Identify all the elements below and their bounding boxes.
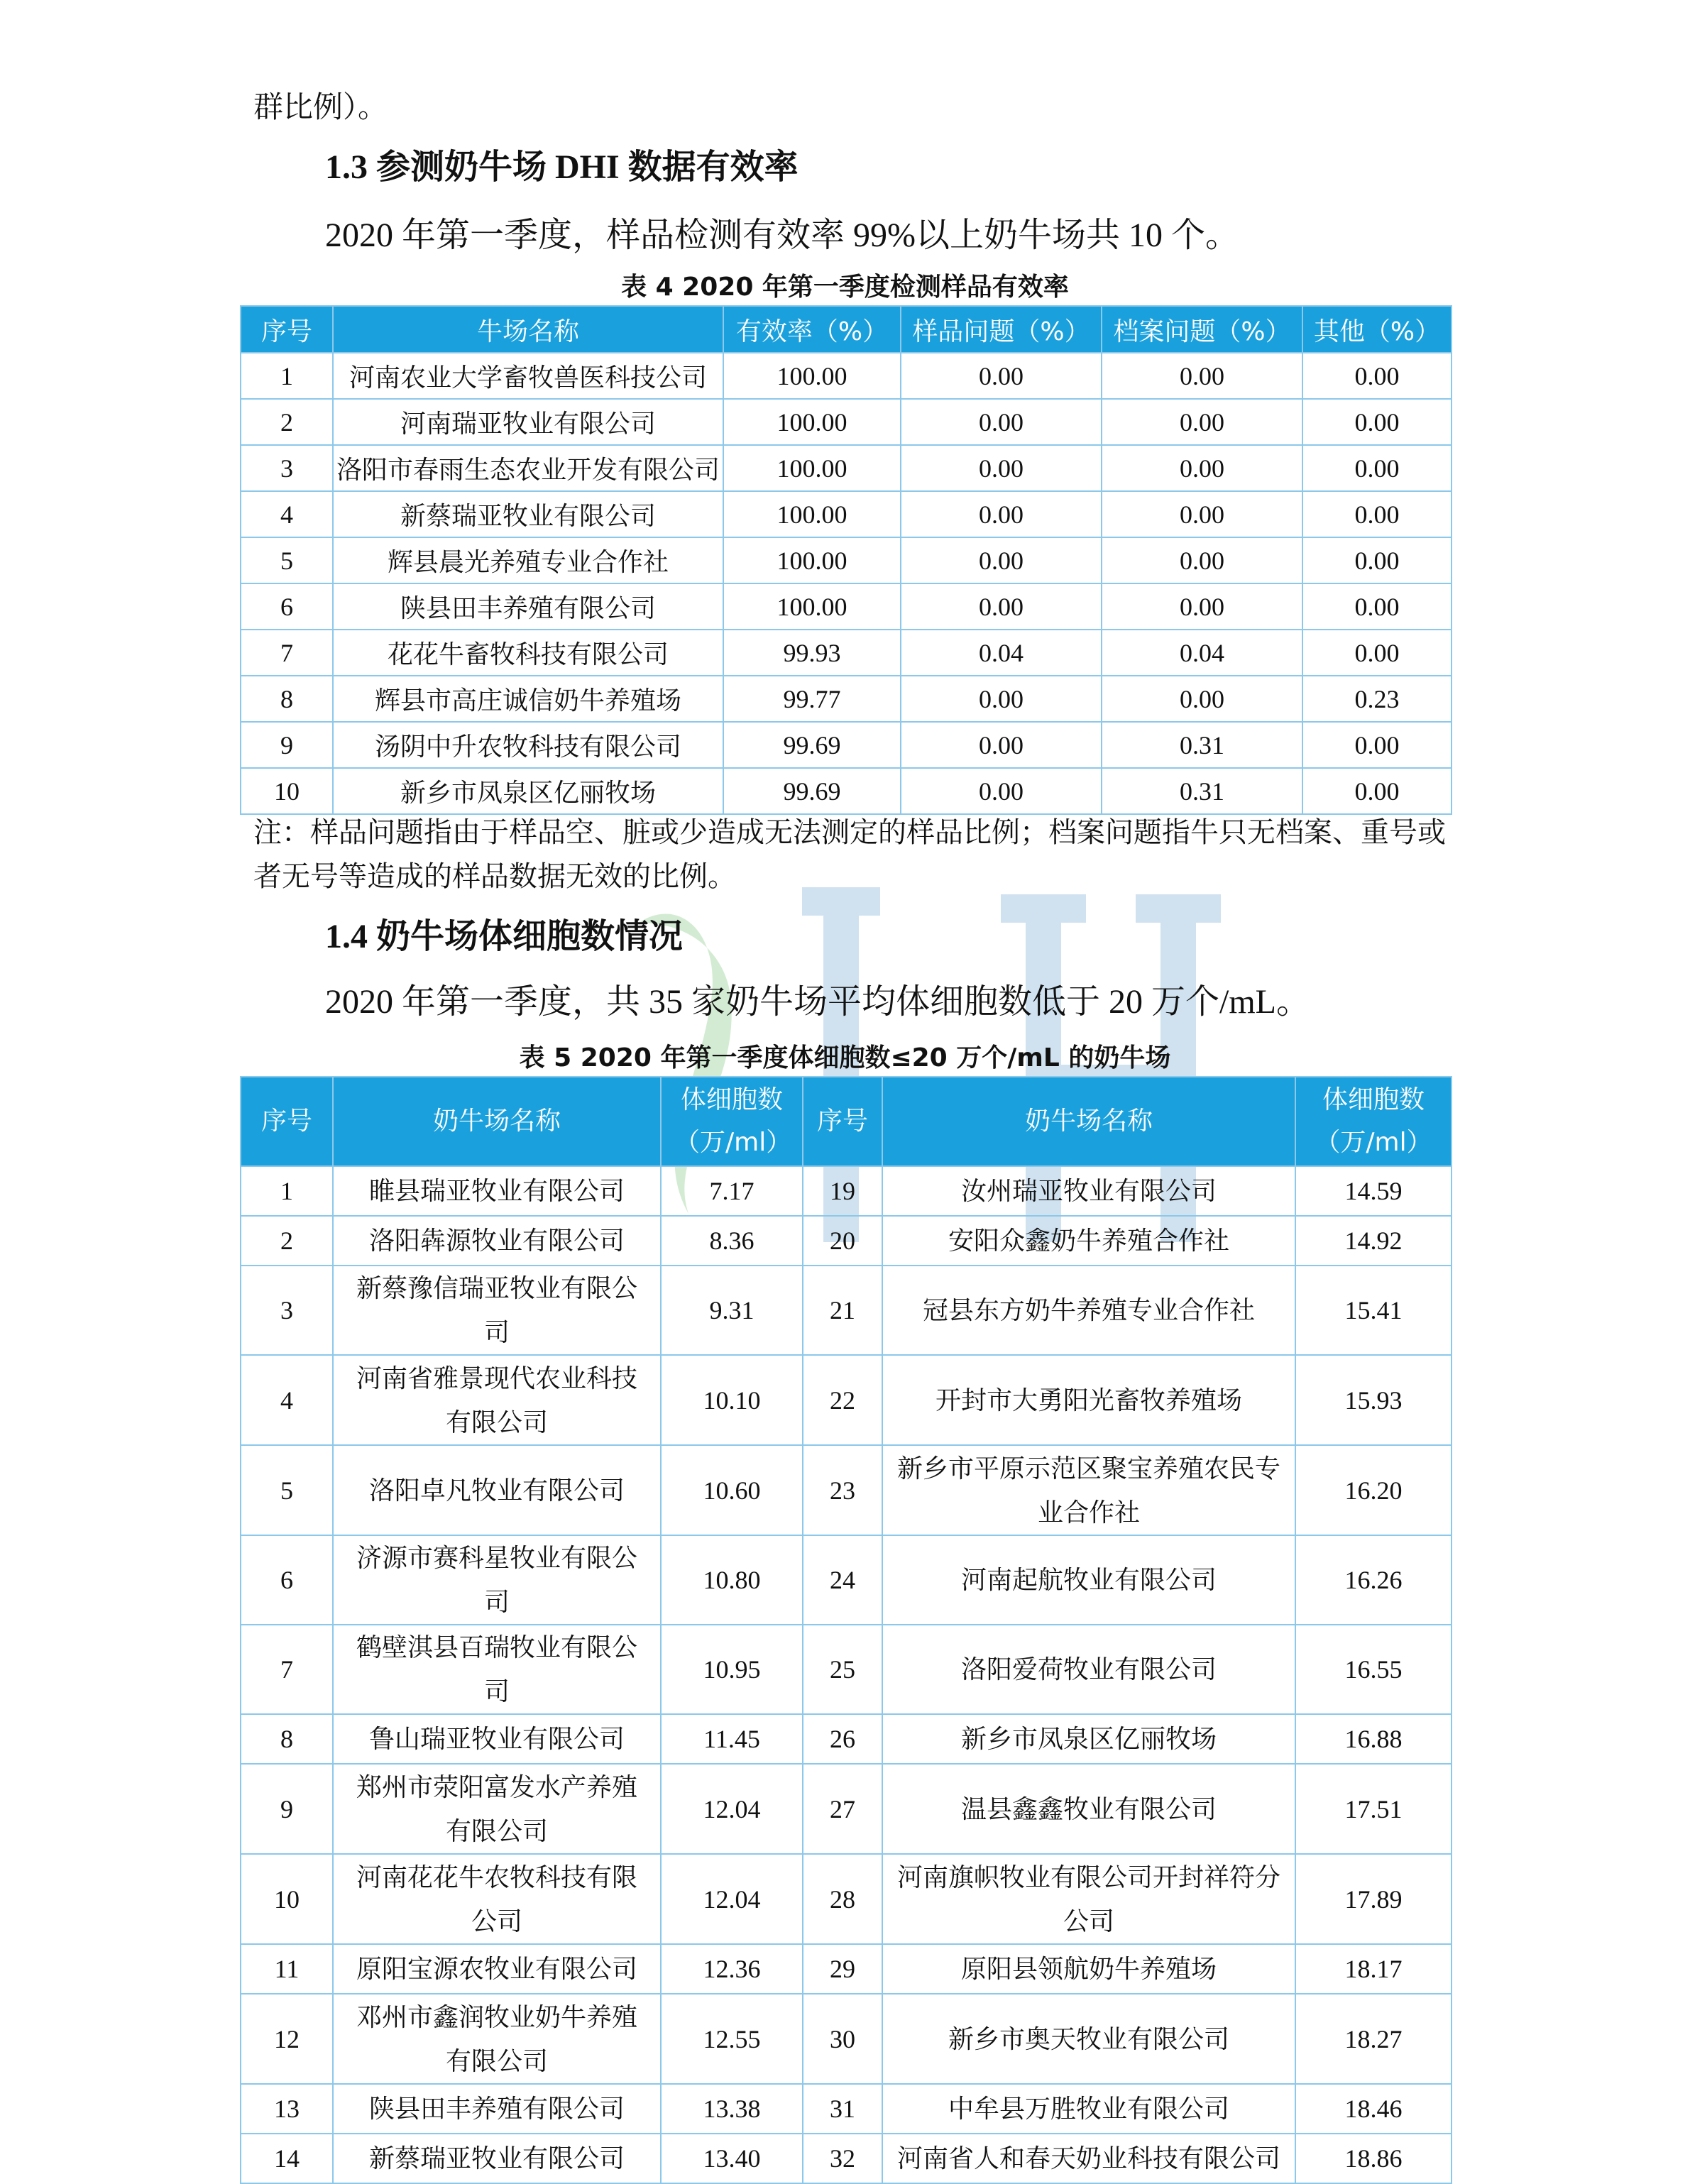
- table-cell: 12.04: [661, 1854, 803, 1944]
- table-cell: 洛阳市春雨生态农业开发有限公司: [333, 445, 723, 491]
- table-cell: 0.00: [1302, 583, 1452, 630]
- table-cell: 32: [803, 2134, 882, 2183]
- header-cell: 其他（%）: [1302, 306, 1452, 353]
- table-cell: 冠县东方奶牛养殖专业合作社: [882, 1266, 1295, 1355]
- table-cell: 0.00: [1302, 399, 1452, 445]
- table-cell: 0.00: [1302, 722, 1452, 768]
- table-cell: 10.80: [661, 1535, 803, 1625]
- table-cell: 10.60: [661, 1445, 803, 1535]
- table-cell: 河南起航牧业有限公司: [882, 1535, 1295, 1625]
- table-row: [241, 1355, 1452, 1445]
- table-cell: 99.69: [723, 722, 901, 768]
- table-cell: 洛阳爱荷牧业有限公司: [882, 1625, 1295, 1714]
- table-cell: 河南省雅景现代农业科技有限公司: [333, 1355, 661, 1445]
- table-cell: 7: [241, 630, 333, 676]
- table-cell: 0.00: [901, 768, 1102, 814]
- table-cell: 18.46: [1295, 2084, 1452, 2134]
- table-cell: 10.10: [661, 1355, 803, 1445]
- table-row: [241, 1944, 1452, 1994]
- table-row: [241, 537, 1452, 583]
- table-cell: 0.00: [1102, 353, 1302, 399]
- table-cell: 睢县瑞亚牧业有限公司: [333, 1166, 661, 1216]
- table-cell: 15.41: [1295, 1266, 1452, 1355]
- table-cell: 0.04: [901, 630, 1102, 676]
- table-cell: 陕县田丰养殖有限公司: [333, 2084, 661, 2134]
- table-row: [241, 1535, 1452, 1625]
- table-cell: 0.00: [1102, 399, 1302, 445]
- table-header-row: [241, 306, 1452, 353]
- header-cell: 奶牛场名称: [882, 1077, 1295, 1166]
- table-row: [241, 1764, 1452, 1854]
- table-cell: 新蔡瑞亚牧业有限公司: [333, 2134, 661, 2183]
- table-5-somatic-cells: [240, 1076, 1452, 2184]
- table-cell: 新乡市平原示范区聚宝养殖农民专业合作社: [882, 1445, 1295, 1535]
- table-cell: 10: [241, 768, 333, 814]
- table-4-validity: [240, 305, 1452, 815]
- table-cell: 0.00: [901, 399, 1102, 445]
- table-header-row: [241, 1077, 1452, 1166]
- table-cell: 14: [241, 2134, 333, 2183]
- table-cell: 12.55: [661, 1994, 803, 2084]
- table-cell: 0.00: [901, 722, 1102, 768]
- table-cell: 7.17: [661, 1166, 803, 1216]
- table-cell: 0.00: [1102, 583, 1302, 630]
- table-cell: 辉县晨光养殖专业合作社: [333, 537, 723, 583]
- table-cell: 洛阳犇源牧业有限公司: [333, 1216, 661, 1266]
- table-row: [241, 1166, 1452, 1216]
- table-cell: 辉县市高庄诚信奶牛养殖场: [333, 676, 723, 722]
- table-cell: 31: [803, 2084, 882, 2134]
- table-cell: 4: [241, 1355, 333, 1445]
- section-paragraph-1-3: 2020 年第一季度，样品检测有效率 99%以上奶牛场共 10 个。: [325, 216, 1239, 254]
- table-cell: 0.00: [901, 537, 1102, 583]
- table-row: [241, 768, 1452, 814]
- table-cell: 0.00: [1302, 537, 1452, 583]
- table-cell: 0.00: [1102, 445, 1302, 491]
- table-cell: 河南花花牛农牧科技有限公司: [333, 1854, 661, 1944]
- table-cell: 河南旗帜牧业有限公司开封祥符分公司: [882, 1854, 1295, 1944]
- header-cell: 档案问题（%）: [1102, 306, 1302, 353]
- table-cell: 5: [241, 537, 333, 583]
- table-row: [241, 1445, 1452, 1535]
- table-cell: 0.23: [1302, 676, 1452, 722]
- table-cell: 新乡市奥天牧业有限公司: [882, 1994, 1295, 2084]
- header-cell: 有效率（%）: [723, 306, 901, 353]
- header-cell: 样品问题（%）: [901, 306, 1102, 353]
- table-cell: 8: [241, 1714, 333, 1764]
- table-cell: 新蔡豫信瑞亚牧业有限公司: [333, 1266, 661, 1355]
- table-cell: 11.45: [661, 1714, 803, 1764]
- table-cell: 0.00: [901, 353, 1102, 399]
- table-cell: 9: [241, 722, 333, 768]
- table-cell: 河南省人和春天奶业科技有限公司: [882, 2134, 1295, 2183]
- header-cell: 牛场名称: [333, 306, 723, 353]
- table-cell: 16.55: [1295, 1625, 1452, 1714]
- table-cell: 花花牛畜牧科技有限公司: [333, 630, 723, 676]
- table-cell: 0.00: [1302, 630, 1452, 676]
- table-row: [241, 583, 1452, 630]
- table-cell: 10: [241, 1854, 333, 1944]
- table-cell: 99.69: [723, 768, 901, 814]
- table-cell: 3: [241, 445, 333, 491]
- table-cell: 郑州市荥阳富发水产养殖有限公司: [333, 1764, 661, 1854]
- table-cell: 8: [241, 676, 333, 722]
- table-5-caption: 表 5 2020 年第一季度体细胞数≤20 万个/mL 的奶牛场: [519, 1043, 1171, 1072]
- table-cell: 济源市赛科星牧业有限公司: [333, 1535, 661, 1625]
- table-row: [241, 1266, 1452, 1355]
- table-cell: 100.00: [723, 445, 901, 491]
- table-cell: 新蔡瑞亚牧业有限公司: [333, 491, 723, 537]
- table-cell: 24: [803, 1535, 882, 1625]
- intro-tail-text: 群比例）。: [253, 92, 388, 124]
- table-cell: 0.31: [1102, 722, 1302, 768]
- table-cell: 0.00: [1302, 491, 1452, 537]
- table-cell: 2: [241, 399, 333, 445]
- table-cell: 原阳宝源农牧业有限公司: [333, 1944, 661, 1994]
- table-row: [241, 399, 1452, 445]
- table-4-caption: 表 4 2020 年第一季度检测样品有效率: [621, 273, 1069, 302]
- table-cell: 12.36: [661, 1944, 803, 1994]
- table-cell: 20: [803, 1216, 882, 1266]
- table-cell: 26: [803, 1714, 882, 1764]
- table-cell: 0.00: [901, 583, 1102, 630]
- table-cell: 鲁山瑞亚牧业有限公司: [333, 1714, 661, 1764]
- table-cell: 6: [241, 583, 333, 630]
- table-cell: 鹤壁淇县百瑞牧业有限公司: [333, 1625, 661, 1714]
- table-cell: 0.00: [901, 676, 1102, 722]
- table-cell: 17.89: [1295, 1854, 1452, 1944]
- table-cell: 100.00: [723, 353, 901, 399]
- table-row: [241, 2084, 1452, 2134]
- table-cell: 陕县田丰养殖有限公司: [333, 583, 723, 630]
- header-cell: 序号: [241, 1077, 333, 1166]
- table-cell: 7: [241, 1625, 333, 1714]
- table-cell: 29: [803, 1944, 882, 1994]
- table-row: [241, 1714, 1452, 1764]
- table-cell: 21: [803, 1266, 882, 1355]
- table-4-note: 注：样品问题指由于样品空、脏或少造成无法测定的样品比例；档案问题指牛只无档案、重号或者无号等造成的样品数据无效的比例。: [253, 816, 1446, 892]
- table-cell: 6: [241, 1535, 333, 1625]
- table-row: [241, 491, 1452, 537]
- table-cell: 0.00: [1302, 445, 1452, 491]
- table-row: [241, 1854, 1452, 1944]
- table-cell: 28: [803, 1854, 882, 1944]
- table-cell: 新乡市凤泉区亿丽牧场: [333, 768, 723, 814]
- table-cell: 14.59: [1295, 1166, 1452, 1216]
- header-cell: 奶牛场名称: [333, 1077, 661, 1166]
- table-cell: 16.20: [1295, 1445, 1452, 1535]
- table-cell: 18.27: [1295, 1994, 1452, 2084]
- table-cell: 3: [241, 1266, 333, 1355]
- section-paragraph-1-4: 2020 年第一季度，共 35 家奶牛场平均体细胞数低于 20 万个/mL。: [325, 983, 1310, 1021]
- table-cell: 13: [241, 2084, 333, 2134]
- table-cell: 30: [803, 1994, 882, 2084]
- table-cell: 原阳县领航奶牛养殖场: [882, 1944, 1295, 1994]
- table-cell: 洛阳卓凡牧业有限公司: [333, 1445, 661, 1535]
- table-cell: 9: [241, 1764, 333, 1854]
- section-heading-1-4: 1.4 奶牛场体细胞数情况: [325, 918, 684, 955]
- header-cell: 序号: [241, 306, 333, 353]
- table-cell: 19: [803, 1166, 882, 1216]
- table-cell: 河南瑞亚牧业有限公司: [333, 399, 723, 445]
- table-cell: 18.17: [1295, 1944, 1452, 1994]
- table-cell: 14.92: [1295, 1216, 1452, 1266]
- table-cell: 100.00: [723, 491, 901, 537]
- table-cell: 河南农业大学畜牧兽医科技公司: [333, 353, 723, 399]
- table-cell: 15.93: [1295, 1355, 1452, 1445]
- table-row: [241, 1625, 1452, 1714]
- table-cell: 10.95: [661, 1625, 803, 1714]
- header-cell: 体细胞数（万/ml）: [661, 1077, 803, 1166]
- table-cell: 汝州瑞亚牧业有限公司: [882, 1166, 1295, 1216]
- table-cell: 0.00: [901, 445, 1102, 491]
- table-cell: 2: [241, 1216, 333, 1266]
- table-cell: 中牟县万胜牧业有限公司: [882, 2084, 1295, 2134]
- table-cell: 13.38: [661, 2084, 803, 2134]
- table-cell: 0.00: [1102, 676, 1302, 722]
- table-cell: 0.00: [901, 491, 1102, 537]
- table-cell: 16.88: [1295, 1714, 1452, 1764]
- table-cell: 0.00: [1302, 768, 1452, 814]
- table-cell: 4: [241, 491, 333, 537]
- table-row: [241, 445, 1452, 491]
- table-cell: 23: [803, 1445, 882, 1535]
- table-cell: 12: [241, 1994, 333, 2084]
- table-cell: 邓州市鑫润牧业奶牛养殖有限公司: [333, 1994, 661, 2084]
- table-cell: 0.00: [1302, 353, 1452, 399]
- table-cell: 0.00: [1102, 537, 1302, 583]
- table-cell: 99.77: [723, 676, 901, 722]
- table-cell: 0.00: [1102, 491, 1302, 537]
- table-row: [241, 722, 1452, 768]
- table-cell: 0.31: [1102, 768, 1302, 814]
- table-cell: 100.00: [723, 537, 901, 583]
- table-row: [241, 1216, 1452, 1266]
- table-cell: 汤阴中升农牧科技有限公司: [333, 722, 723, 768]
- table-cell: 1: [241, 1166, 333, 1216]
- table-cell: 安阳众鑫奶牛养殖合作社: [882, 1216, 1295, 1266]
- header-cell: 体细胞数（万/ml）: [1295, 1077, 1452, 1166]
- table-cell: 18.86: [1295, 2134, 1452, 2183]
- section-heading-1-3: 1.3 参测奶牛场 DHI 数据有效率: [325, 148, 799, 186]
- table-cell: 99.93: [723, 630, 901, 676]
- table-cell: 新乡市凤泉区亿丽牧场: [882, 1714, 1295, 1764]
- table-cell: 温县鑫鑫牧业有限公司: [882, 1764, 1295, 1854]
- table-cell: 100.00: [723, 583, 901, 630]
- table-cell: 11: [241, 1944, 333, 1994]
- table-cell: 12.04: [661, 1764, 803, 1854]
- table-cell: 13.40: [661, 2134, 803, 2183]
- table-cell: 22: [803, 1355, 882, 1445]
- table-row: [241, 353, 1452, 399]
- table-row: [241, 1994, 1452, 2084]
- table-cell: 17.51: [1295, 1764, 1452, 1854]
- table-cell: 16.26: [1295, 1535, 1452, 1625]
- table-cell: 9.31: [661, 1266, 803, 1355]
- table-cell: 0.04: [1102, 630, 1302, 676]
- table-cell: 5: [241, 1445, 333, 1535]
- table-cell: 25: [803, 1625, 882, 1714]
- table-cell: 1: [241, 353, 333, 399]
- table-row: [241, 630, 1452, 676]
- table-cell: 开封市大勇阳光畜牧养殖场: [882, 1355, 1295, 1445]
- table-row: [241, 2134, 1452, 2183]
- table-cell: 27: [803, 1764, 882, 1854]
- table-cell: 100.00: [723, 399, 901, 445]
- table-cell: 8.36: [661, 1216, 803, 1266]
- header-cell: 序号: [803, 1077, 882, 1166]
- table-row: [241, 676, 1452, 722]
